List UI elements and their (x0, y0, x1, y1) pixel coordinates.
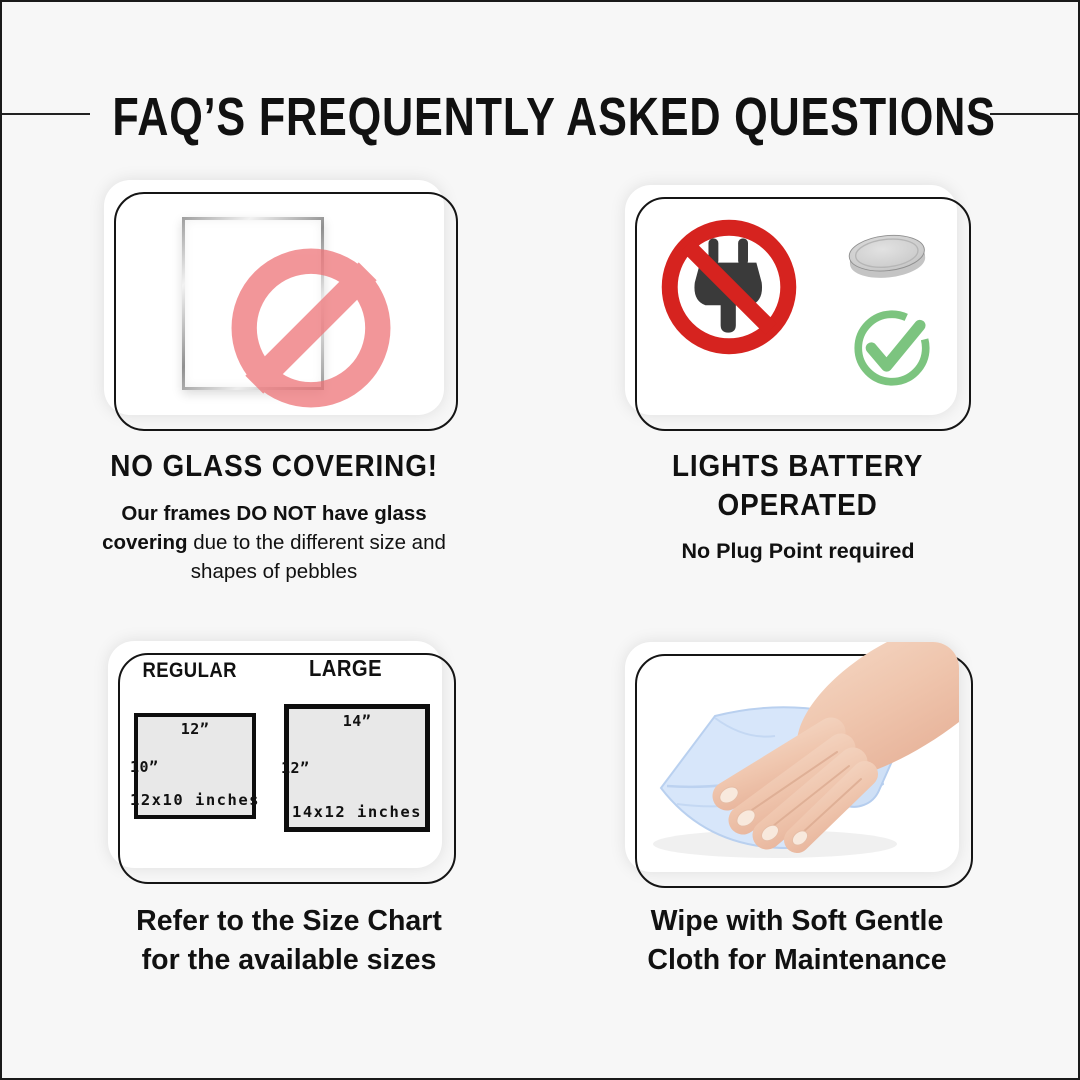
regular-height-label: 10” (130, 758, 159, 777)
size-regular-label: REGULAR (142, 659, 237, 682)
no-glass-body: Our frames DO NOT have glass covering due to the different size and shapes of pebbles (102, 502, 446, 583)
no-glass-card (104, 180, 444, 415)
check-icon (847, 303, 937, 393)
no-plug-icon (653, 211, 805, 363)
no-glass-heading: NO GLASS COVERING! (110, 448, 438, 483)
size-regular-rect (130, 713, 260, 819)
battery-heading: LIGHTS BATTERY OPERATED (672, 448, 924, 522)
regular-size-label: 12x10 inches (130, 791, 260, 809)
battery-note: No Plug Point required (681, 539, 915, 563)
regular-width-label: 12” (180, 720, 210, 738)
large-width-label: 14” (342, 712, 372, 730)
large-size-label: 14x12 inches (292, 803, 422, 821)
battery-card (625, 185, 957, 415)
pink-prohibition-icon (230, 247, 392, 409)
page-title: FAQ’S FREQUENTLY ASKED QUESTIONS (112, 87, 996, 147)
large-height-label: 12” (281, 758, 310, 777)
size-chart-card (108, 641, 442, 868)
size-large-label: LARGE (308, 655, 383, 681)
maintenance-card (625, 642, 959, 872)
coin-battery-icon (841, 217, 933, 293)
cloth-hand-icon (625, 642, 959, 872)
maintenance-caption: Wipe with Soft Gentle Cloth for Maintenance (647, 905, 947, 976)
size-chart-caption: Refer to the Size Chart for the available sizes (136, 905, 442, 976)
size-large-rect (281, 704, 430, 832)
